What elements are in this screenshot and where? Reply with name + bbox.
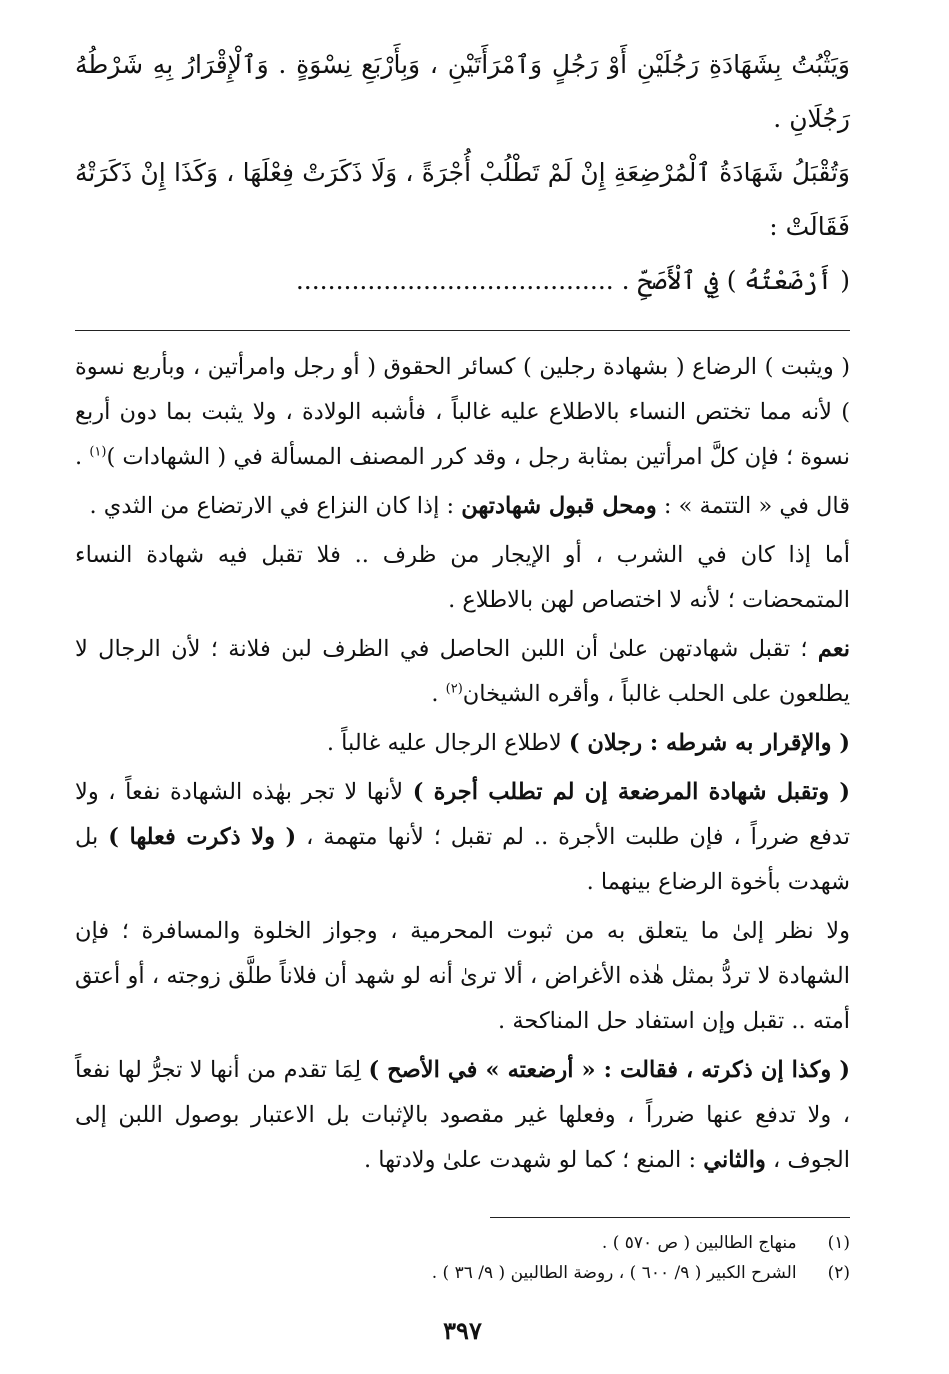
footnote-text: الشرح الكبير ( ٩/ ٦٠٠ ) ، روضة الطالبين ( ٩/ ٣٦ ) .	[431, 1263, 797, 1283]
bold-run: ( وتقبل شهادة المرضعة إن لم تطلب أجرة )	[412, 779, 850, 805]
text-run: .	[431, 681, 446, 707]
matn-line-3	[75, 254, 850, 308]
page	[75, 38, 850, 1345]
text-run: : المنع ؛ كما لو شهدت علىٰ ولادتها .	[363, 1147, 704, 1173]
bold-run: ( والإقرار به شرطه : رجلان )	[568, 730, 850, 756]
sharh-paragraph-3: أما إذا كان في الشرب ، أو الإيجار من ظرف .. فلا تقبل فيه شهادة النساء المتمحضات ؛ لأنه لا اختصاص لهن بالاطلاع .	[75, 542, 850, 613]
bold-run: نعم	[817, 636, 850, 662]
matn-line-3-text: ( أَرْضَعْتُهُ ) فِي ٱلْأَصَحِّ .	[621, 266, 850, 295]
text-run: لاطلاع الرجال عليه غالباً .	[326, 730, 569, 756]
footnote-number: (٢)	[827, 1263, 850, 1283]
footnote-divider	[490, 1217, 850, 1218]
text-run: لأنها لا تجر بهٰذه الشهادة نفعاً ، ولا تدفع ضرراً ، فإن طلبت الأجرة .. لم تقبل ؛ لأنها متهمة ،	[75, 779, 850, 850]
sharh-block	[75, 345, 850, 1183]
text-run: بل شهدت بأخوة الرضاع بينهما .	[75, 824, 850, 895]
bold-run: ومحل قبول شهادتهن	[461, 493, 657, 519]
bold-run: ( وكذا إن ذكرته ، فقالت : « أرضعته » في الأصح )	[368, 1057, 850, 1083]
sharh-paragraph-6	[75, 770, 850, 905]
footnote-number: (١)	[827, 1233, 850, 1253]
text-run: : إذا كان النزاع في الارتضاع من الثدي .	[89, 493, 462, 519]
footnotes	[75, 1228, 850, 1288]
footnote-ref-1: (١)	[89, 444, 107, 460]
matn-dots: ........................................	[295, 266, 614, 295]
sharh-paragraph-1	[75, 345, 850, 480]
sharh-paragraph-5	[75, 721, 850, 766]
matn-block	[75, 38, 850, 308]
bold-run: ( ولا ذكرت فعلها )	[108, 824, 297, 850]
footnote-1	[75, 1228, 850, 1258]
sharh-paragraph-4	[75, 627, 850, 717]
footnote-ref-2: (٢)	[445, 681, 463, 697]
text-run: ( ويثبت ) الرضاع ( بشهادة رجلين ) كسائر الحقوق ( أو رجل وامرأتين ، وبأربع نسوة ) لأنه مما تختص النساء بالاطلاع عليه غالباً ، فأشبه الولادة ، ولا يثبت بما دون أربع نسوة ؛ فإن كلَّ امرأتين بمثابة رجل ، وقد كرر المصنف المسألة في ( الشهادات )	[75, 354, 850, 470]
sharh-paragraph-7: ولا نظر إلىٰ ما يتعلق به من ثبوت المحرمية ، وجواز الخلوة والمسافرة ؛ فإن الشهادة لا تردُّ بمثل هٰذه الأغراض ، ألا ترىٰ أنه لو شهد أن فلاناً طلَّق زوجته ، أو أعتق أمته .. تقبل وإن استفاد حل المناكحة .	[75, 918, 850, 1034]
bold-run: والثاني	[703, 1147, 766, 1173]
matn-line-1: وَيَثْبُتُ بِشَهَادَةِ رَجُلَيْنِ أَوْ رَجُلٍ وَٱمْرَأَتَيْنِ ، وَبِأَرْبَعِ نِسْوَةٍ . وَٱلْإِقْرَارُ بِهِ شَرْطُهُ رَجُلَانِ .	[75, 50, 850, 133]
matn-line-2: وَتُقْبَلُ شَهَادَةُ ٱلْمُرْضِعَةِ إِنْ لَمْ تَطْلُبْ أُجْرَةً ، وَلَا ذَكَرَتْ فِعْلَهَا ، وَكَذَا إِنْ ذَكَرَتْهُ فَقَالَتْ :	[75, 158, 850, 241]
text-run: قال في « التتمة » :	[656, 493, 850, 519]
text-run: لِمَا تقدم من أنها لا تجرُّ لها نفعاً ، ولا تدفع عنها ضرراً ، وفعلها غير مقصود بالإثبات بل الاعتبار بوصول اللبن إلى الجوف ،	[75, 1057, 850, 1173]
sharh-paragraph-8	[75, 1048, 850, 1183]
matn-divider	[75, 330, 850, 331]
footnote-2	[75, 1258, 850, 1288]
text-run: .	[75, 444, 90, 470]
footnote-text: منهاج الطالبين ( ص ٥٧٠ ) .	[601, 1233, 797, 1253]
sharh-paragraph-2	[75, 484, 850, 529]
page-number: ٣٩٧	[443, 1316, 482, 1345]
text-run: ؛ تقبل شهادتهن علىٰ أن اللبن الحاصل في الظرف لبن فلانة ؛ لأن الرجال لا يطلعون على الحلب غالباً ، وأقره الشيخان	[75, 636, 850, 707]
